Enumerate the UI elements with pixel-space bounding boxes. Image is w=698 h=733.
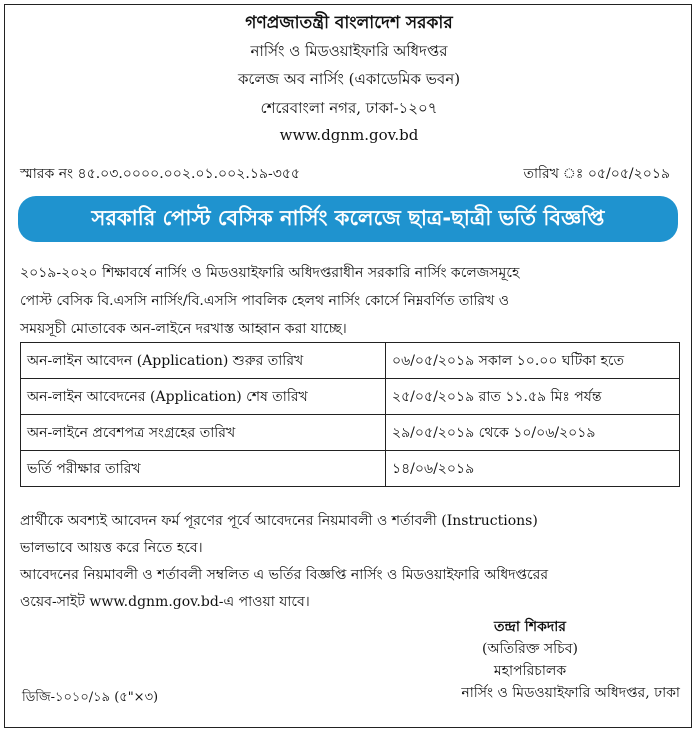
schedule-value: ০৬/০৫/২০১৯ সকাল ১০.০০ ঘটিকা হতে [386, 343, 680, 379]
instructions-paragraph [20, 508, 680, 616]
signatory-designation: (অতিরিক্ত সচিব) [482, 641, 578, 657]
directorate-heading: নার্সিং ও মিডওয়াইফারি অধিদপ্তর [250, 42, 448, 60]
schedule-label: অন-লাইন আবেদন (Application) শুরুর তারিখ [21, 343, 386, 379]
schedule-label: অন-লাইন আবেদনের (Application) শেষ তারিখ [21, 379, 386, 415]
banner-title: সরকারি পোস্ট বেসিক নার্সিং কলেজে ছাত্র-ছাত্রী ভর্তি বিজ্ঞপ্তি [91, 205, 605, 230]
signatory-office: নার্সিং ও মিডওয়াইফারি অধিদপ্তর, ঢাকা [461, 685, 680, 701]
note-line: আবেদনের নিয়মাবলী ও শর্তাবলী সম্বলিত এ ভর্তির বিজ্ঞপ্তি নার্সিং ও মিডওয়াইফারি অধিদপ্তরের [20, 567, 549, 583]
college-heading: কলেজ অব নার্সিং (একাডেমিক ভবন) [237, 70, 461, 88]
memo-number: স্মারক নং ৪৫.০৩.০০০০.০০২.০১.০০২.১৯-৩৫৫ [20, 166, 300, 182]
schedule-table [20, 342, 680, 487]
signature-block [380, 616, 680, 704]
intro-line: সময়সূচী মোতাবেক অন-লাইনে দরখাস্ত আহ্বান করা যাচ্ছে। [20, 321, 347, 337]
note-line: প্রার্থীকে অবশ্যই আবেদন ফর্ম পূরণের পূর্বে আবেদনের নিয়মাবলী ও শর্তাবলী (Instructions) [20, 513, 538, 529]
schedule-label: ভর্তি পরীক্ষার তারিখ [21, 451, 386, 487]
government-heading: গণপ্রজাতন্ত্রী বাংলাদেশ সরকার [245, 13, 453, 33]
admission-notice-banner [18, 196, 678, 242]
website-line: www.dgnm.gov.bd [279, 126, 419, 144]
reference-code: ডিজি-১০১০/১৯ (৫"×৩) [22, 690, 159, 705]
signatory-name: তন্দ্রা শিকদার [494, 619, 566, 635]
memo-date: তারিখ ঃ ০৫/০৫/২০১৯ [523, 166, 670, 182]
schedule-value: ১৪/০৬/২০১৯ [386, 451, 680, 487]
schedule-label: অন-লাইনে প্রবেশপত্র সংগ্রহের তারিখ [21, 415, 386, 451]
table-row [21, 415, 680, 451]
schedule-value: ২৫/০৫/২০১৯ রাত ১১.৫৯ মিঃ পর্যন্ত [386, 379, 680, 415]
signatory-role: মহাপরিচালক [493, 663, 567, 679]
note-line: ওয়েব-সাইট www.dgnm.gov.bd-এ পাওয়া যাবে। [20, 594, 310, 610]
schedule-value: ২৯/০৫/২০১৯ থেকে ১০/০৬/২০১৯ [386, 415, 680, 451]
table-row [21, 343, 680, 379]
table-row [21, 379, 680, 415]
intro-paragraph [20, 259, 678, 343]
intro-line: পোস্ট বেসিক বি.এসসি নার্সিং/বি.এসসি পাবলিক হেলথ নার্সিং কোর্সে নিম্নবর্ণিত তারিখ ও [20, 293, 510, 309]
table-row [21, 451, 680, 487]
intro-line: ২০১৯-২০২০ শিক্ষাবর্ষে নার্সিং ও মিডওয়াইফারি অধিদপ্তরাধীন সরকারি নার্সিং কলেজসমূহে [20, 265, 520, 281]
address-line: শেরেবাংলা নগর, ঢাকা-১২০৭ [260, 99, 438, 117]
note-line: ভালভাবে আয়ত্ত করে নিতে হবে। [20, 540, 203, 556]
